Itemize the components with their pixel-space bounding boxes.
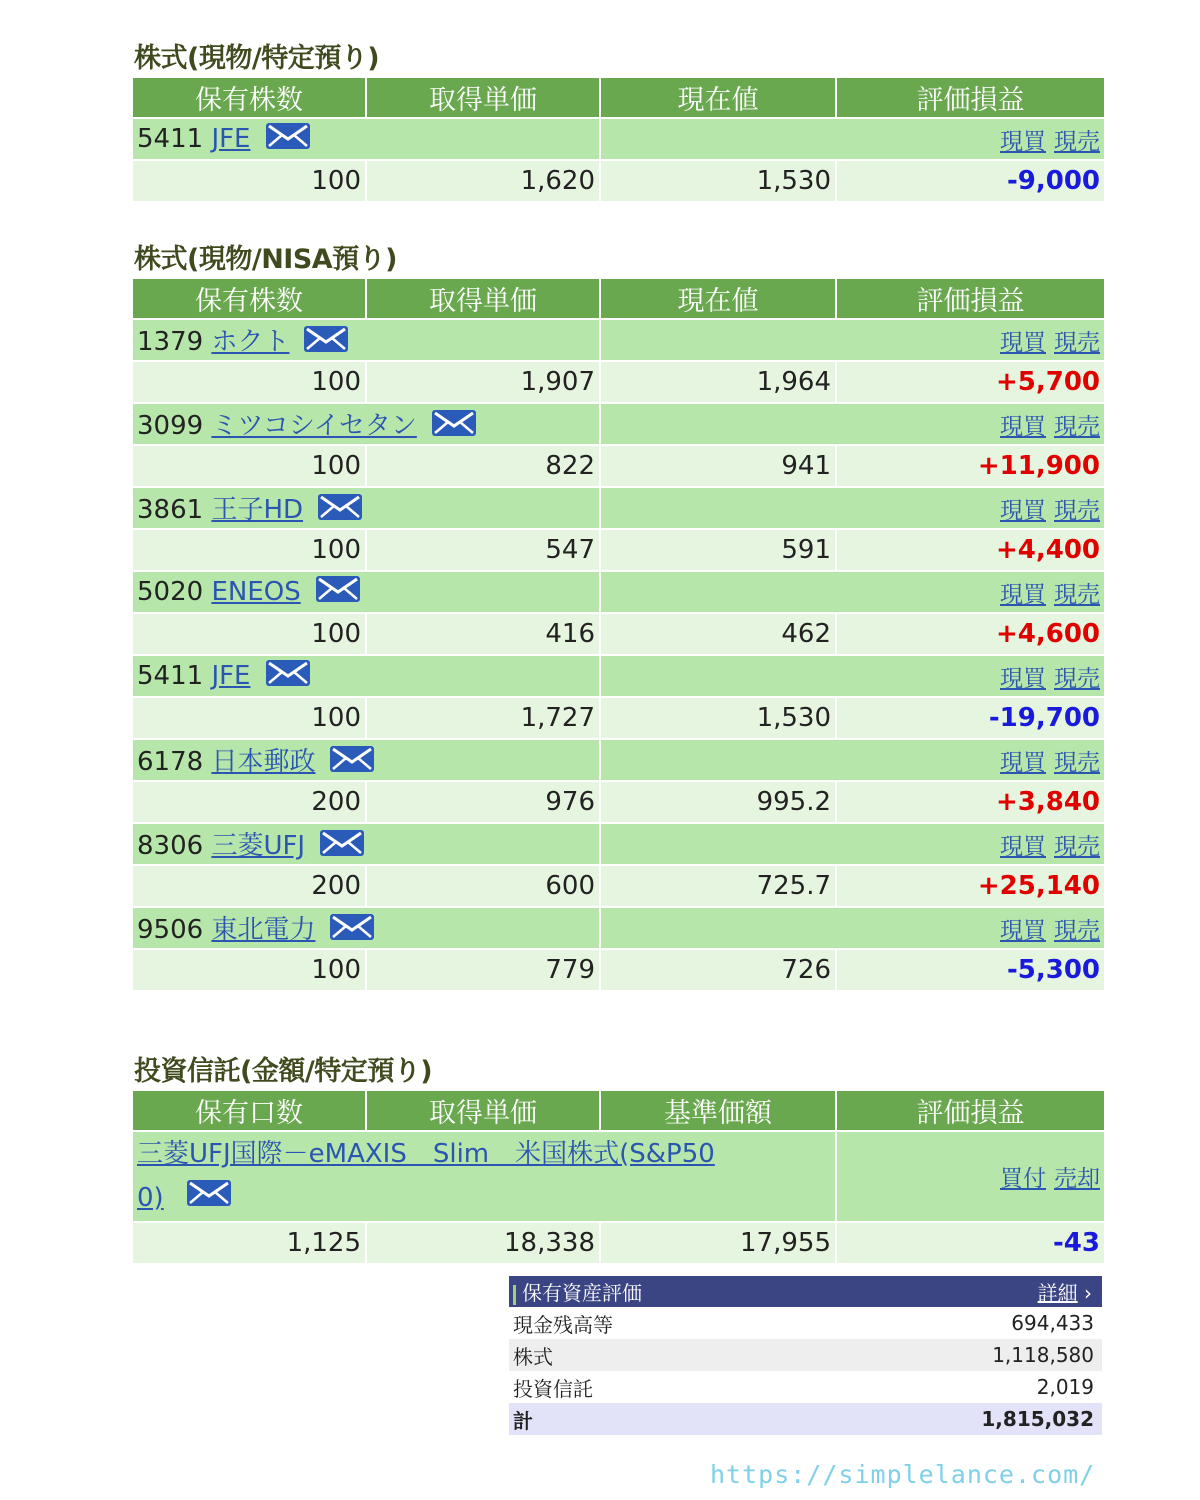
stock-name-row (132, 487, 1105, 529)
stock-name-cell (132, 118, 600, 160)
pl-value: -5,300 (836, 949, 1105, 991)
stock-actions (600, 739, 1105, 781)
stock-name-link[interactable]: ENEOS (211, 576, 301, 607)
shares-value: 100 (132, 529, 366, 571)
sell-link[interactable]: 現売 (1054, 128, 1100, 155)
stock-value-row (132, 781, 1105, 823)
pl-value: +4,400 (836, 529, 1105, 571)
summary-label: 投資信託 (513, 1376, 593, 1401)
mail-icon[interactable] (329, 913, 375, 948)
summary-header (509, 1276, 1102, 1307)
shares-value: 100 (132, 697, 366, 739)
price-value: 462 (600, 613, 836, 655)
col-header-pl: 評価損益 (836, 278, 1105, 319)
stock-name-cell (132, 907, 600, 949)
col-header-price: 現在値 (600, 77, 836, 118)
cost-value: 547 (366, 529, 600, 571)
stock-value-row (132, 613, 1105, 655)
fund-units: 1,125 (132, 1222, 366, 1264)
nisa-table (131, 277, 1104, 992)
stock-code: 5411 (137, 123, 204, 154)
mail-icon[interactable] (265, 122, 311, 157)
summary-value: 2,019 (1036, 1375, 1094, 1399)
stock-code: 1379 (137, 326, 204, 357)
summary-accent-bar (513, 1285, 516, 1305)
stock-code: 6178 (137, 746, 204, 777)
buy-link[interactable]: 現買 (1000, 665, 1046, 692)
col-header-shares: 保有株数 (132, 278, 366, 319)
table-header (132, 77, 1105, 118)
detail-label: 詳細 (1037, 1281, 1078, 1305)
stock-name-row (132, 403, 1105, 445)
pl-value: +5,700 (836, 361, 1105, 403)
stock-code: 5411 (137, 660, 204, 691)
cost-value: 1,727 (366, 697, 600, 739)
section-title-fund: 投資信託(金額/特定預り) (134, 1056, 433, 1087)
cost-value: 416 (366, 613, 600, 655)
buy-link[interactable]: 現買 (1000, 329, 1046, 356)
watermark-url: https://simplelance.com/ (710, 1460, 1096, 1489)
stock-actions (600, 319, 1105, 361)
stock-code: 8306 (137, 830, 204, 861)
stock-name-row (132, 907, 1105, 949)
stock-name-link[interactable]: ホクト (211, 326, 290, 357)
price-value: 1,530 (600, 160, 836, 202)
stock-value-row (132, 697, 1105, 739)
summary-label: 現金残高等 (513, 1312, 613, 1337)
fund-actions (836, 1131, 1105, 1222)
fund-name-cell (132, 1131, 836, 1222)
summary-row-cash (509, 1307, 1102, 1339)
price-value: 726 (600, 949, 836, 991)
stock-name-row (132, 118, 1105, 160)
col-header-pl: 評価損益 (836, 1090, 1105, 1131)
col-header-cost: 取得単価 (366, 1090, 600, 1131)
stock-code: 9506 (137, 914, 204, 945)
stock-actions (600, 487, 1105, 529)
fund-name-row (132, 1131, 1105, 1222)
sell-link[interactable]: 現売 (1054, 413, 1100, 440)
buy-link[interactable]: 現買 (1000, 917, 1046, 944)
cost-value: 976 (366, 781, 600, 823)
shares-value: 200 (132, 781, 366, 823)
stock-name-link[interactable]: 日本郵政 (211, 746, 316, 777)
col-header-shares: 保有株数 (132, 77, 366, 118)
cost-value: 1,620 (366, 160, 600, 202)
stock-value-row (132, 160, 1105, 202)
stock-name-row (132, 319, 1105, 361)
price-value: 1,964 (600, 361, 836, 403)
pl-value: -19,700 (836, 697, 1105, 739)
fund-pl: -43 (836, 1222, 1105, 1264)
stock-actions (600, 907, 1105, 949)
stock-name-cell (132, 403, 600, 445)
sell-link[interactable]: 現売 (1054, 833, 1100, 860)
fund-sell-link[interactable]: 売却 (1054, 1165, 1100, 1192)
cost-value: 822 (366, 445, 600, 487)
shares-value: 100 (132, 613, 366, 655)
shares-value: 100 (132, 445, 366, 487)
sell-link[interactable]: 現売 (1054, 497, 1100, 524)
stock-value-row (132, 445, 1105, 487)
mail-icon[interactable] (431, 409, 477, 444)
buy-link[interactable]: 現買 (1000, 413, 1046, 440)
stock-name-link[interactable]: 王子HD (211, 494, 304, 525)
shares-value: 100 (132, 949, 366, 991)
cost-value: 600 (366, 865, 600, 907)
summary-title-wrap (513, 1277, 642, 1306)
stock-name-row (132, 655, 1105, 697)
fund-table (131, 1089, 1104, 1265)
shares-value: 100 (132, 160, 366, 202)
pl-value: +4,600 (836, 613, 1105, 655)
stock-code: 5020 (137, 576, 204, 607)
summary-title: 保有資産評価 (522, 1281, 642, 1305)
mail-icon[interactable] (265, 659, 311, 694)
stock-name-cell (132, 655, 600, 697)
summary-detail-link[interactable] (1038, 1277, 1092, 1306)
summary-value: 1,118,580 (992, 1343, 1094, 1367)
asset-summary (509, 1276, 1102, 1435)
shares-value: 200 (132, 865, 366, 907)
col-header-cost: 取得単価 (366, 77, 600, 118)
mail-icon[interactable] (317, 493, 363, 528)
col-header-pl: 評価損益 (836, 77, 1105, 118)
mail-icon[interactable] (186, 1177, 232, 1221)
buy-link[interactable]: 現買 (1000, 749, 1046, 776)
sell-link[interactable]: 現売 (1054, 581, 1100, 608)
pl-value: +25,140 (836, 865, 1105, 907)
stock-value-row (132, 949, 1105, 991)
stock-name-link[interactable]: JFE (211, 660, 251, 691)
price-value: 591 (600, 529, 836, 571)
mail-icon[interactable] (329, 745, 375, 780)
col-header-cost: 取得単価 (366, 278, 600, 319)
price-value: 1,530 (600, 697, 836, 739)
col-header-nav: 基準価額 (600, 1090, 836, 1131)
stock-name-link[interactable]: 東北電力 (211, 914, 316, 945)
shares-value: 100 (132, 361, 366, 403)
pl-value: -9,000 (836, 160, 1105, 202)
fund-value-row (132, 1222, 1105, 1264)
stock-name-link[interactable]: ミツコシイセタン (211, 410, 417, 441)
fund-name-link-cont[interactable]: 0) (137, 1183, 164, 1213)
cost-value: 1,907 (366, 361, 600, 403)
summary-total-label: 計 (513, 1408, 533, 1433)
sell-link[interactable]: 現売 (1054, 917, 1100, 944)
stock-actions (600, 823, 1105, 865)
mail-icon[interactable] (315, 575, 361, 610)
stock-name-cell (132, 487, 600, 529)
stock-name-cell (132, 823, 600, 865)
summary-label: 株式 (513, 1344, 553, 1369)
section-title-tokutei: 株式(現物/特定預り) (134, 43, 380, 74)
cost-value: 779 (366, 949, 600, 991)
stock-name-cell (132, 739, 600, 781)
stock-name-row (132, 823, 1105, 865)
pl-value: +3,840 (836, 781, 1105, 823)
mail-icon[interactable] (319, 829, 365, 864)
stock-name-row (132, 571, 1105, 613)
stock-actions (600, 571, 1105, 613)
fund-cost: 18,338 (366, 1222, 600, 1264)
stock-name-link[interactable]: JFE (211, 123, 251, 154)
sell-link[interactable]: 現売 (1054, 329, 1100, 356)
stock-name-link[interactable]: 三菱UFJ (211, 830, 306, 861)
sell-link[interactable]: 現売 (1054, 749, 1100, 776)
fund-buy-link[interactable]: 買付 (1000, 1165, 1046, 1192)
stock-name-cell (132, 319, 600, 361)
price-value: 941 (600, 445, 836, 487)
buy-link[interactable]: 現買 (1000, 128, 1046, 155)
summary-value: 694,433 (1011, 1311, 1094, 1335)
fund-name-link[interactable]: 三菱UFJ国際－eMAXIS Slim 米国株式(S&P50 (137, 1139, 715, 1169)
fund-nav: 17,955 (600, 1222, 836, 1264)
summary-row-total (509, 1403, 1102, 1435)
stock-code: 3099 (137, 410, 204, 441)
pl-value: +11,900 (836, 445, 1105, 487)
buy-link[interactable]: 現買 (1000, 581, 1046, 608)
price-value: 725.7 (600, 865, 836, 907)
stock-actions (600, 655, 1105, 697)
col-header-price: 現在値 (600, 278, 836, 319)
stock-code: 3861 (137, 494, 204, 525)
table-header (132, 278, 1105, 319)
stock-value-row (132, 865, 1105, 907)
stock-name-cell (132, 571, 600, 613)
mail-icon[interactable] (303, 325, 349, 360)
sell-link[interactable]: 現売 (1054, 665, 1100, 692)
tokutei-table (131, 76, 1104, 203)
section-title-nisa: 株式(現物/NISA預り) (134, 244, 398, 275)
stock-actions (600, 403, 1105, 445)
table-header (132, 1090, 1105, 1131)
stock-actions (600, 118, 1105, 160)
stock-value-row (132, 529, 1105, 571)
summary-row-funds (509, 1371, 1102, 1403)
chevron-right-icon: › (1077, 1281, 1092, 1305)
price-value: 995.2 (600, 781, 836, 823)
col-header-units: 保有口数 (132, 1090, 366, 1131)
stock-value-row (132, 361, 1105, 403)
stock-name-row (132, 739, 1105, 781)
summary-row-stocks (509, 1339, 1102, 1371)
buy-link[interactable]: 現買 (1000, 833, 1046, 860)
summary-total-value: 1,815,032 (981, 1407, 1094, 1431)
buy-link[interactable]: 現買 (1000, 497, 1046, 524)
